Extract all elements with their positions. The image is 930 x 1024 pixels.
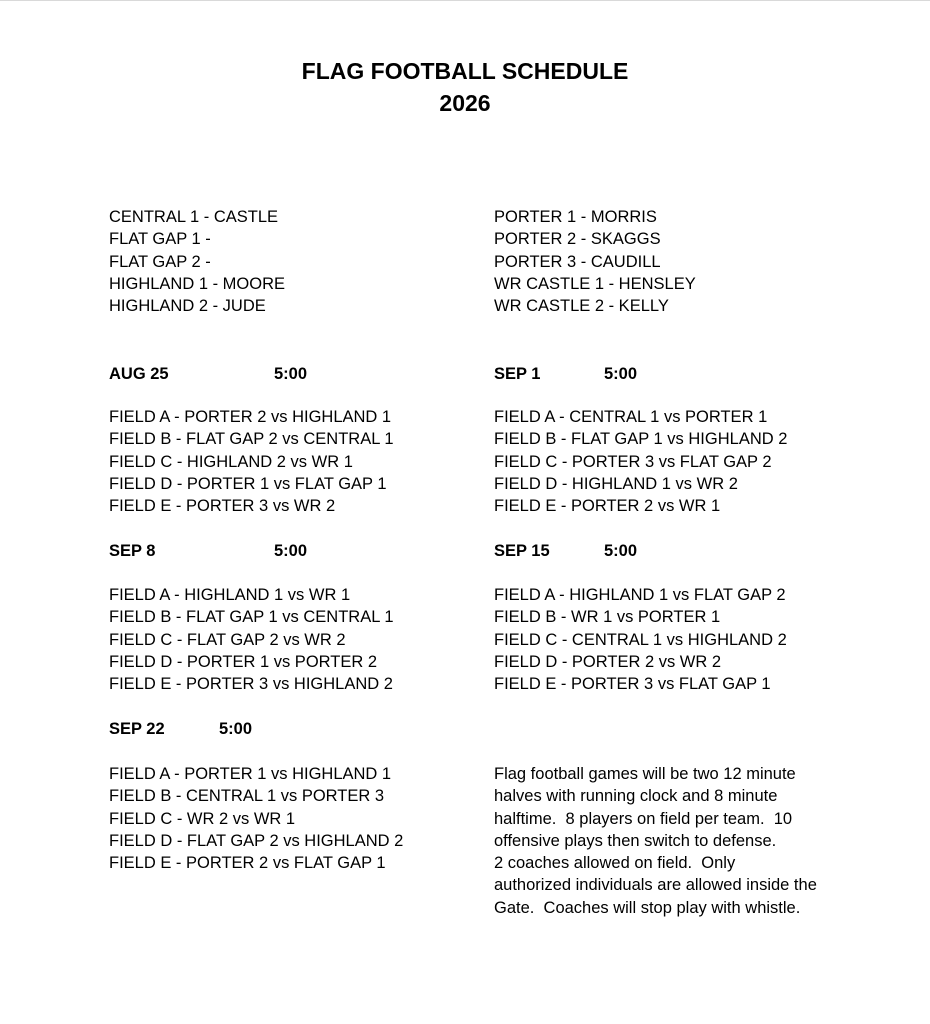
- game-entry: FIELD E - PORTER 2 vs FLAT GAP 1: [109, 854, 386, 873]
- game-entry: FIELD E - PORTER 3 vs FLAT GAP 1: [494, 675, 771, 694]
- team-entry: PORTER 2 - SKAGGS: [494, 230, 661, 249]
- week-time: 5:00: [604, 542, 638, 560]
- rules-line: offensive plays then switch to defense.: [494, 831, 777, 850]
- team-list-right: [494, 206, 696, 317]
- week-games-sep-8: [109, 584, 394, 695]
- team-entry: HIGHLAND 1 - MOORE: [109, 274, 286, 293]
- team-entry: FLAT GAP 2 -: [109, 252, 211, 271]
- game-entry: FIELD C - PORTER 3 vs FLAT GAP 2: [494, 452, 772, 471]
- rules-line: authorized individuals are allowed inside the: [494, 876, 817, 895]
- game-entry: FIELD D - FLAT GAP 2 vs HIGHLAND 2: [109, 831, 404, 850]
- game-entry: FIELD A - CENTRAL 1 vs PORTER 1: [494, 408, 768, 426]
- week-time: 5:00: [274, 365, 308, 383]
- rules-line: 2 coaches allowed on field. Only: [494, 854, 736, 873]
- game-entry: FIELD E - PORTER 3 vs WR 2: [109, 497, 336, 516]
- game-entry: FIELD C - FLAT GAP 2 vs WR 2: [109, 630, 346, 649]
- game-entry: FIELD A - PORTER 2 vs HIGHLAND 1: [109, 408, 392, 426]
- game-entry: FIELD D - PORTER 1 vs FLAT GAP 1: [109, 474, 387, 493]
- game-entry: FIELD E - PORTER 3 vs HIGHLAND 2: [109, 675, 393, 694]
- game-entry: FIELD E - PORTER 2 vs WR 1: [494, 497, 721, 516]
- week-time: 5:00: [604, 365, 638, 383]
- rules-line: Gate. Coaches will stop play with whistle.: [494, 898, 801, 917]
- team-entry: HIGHLAND 2 - JUDE: [109, 297, 266, 316]
- week-games-aug-25: [109, 406, 394, 517]
- game-entry: FIELD D - PORTER 2 vs WR 2: [494, 652, 722, 671]
- week-date-sep-22: SEP 22: [109, 720, 165, 738]
- week-games-sep-15: [494, 584, 787, 695]
- page-top-border: [0, 0, 930, 1]
- game-entry: FIELD B - WR 1 vs PORTER 1: [494, 608, 721, 627]
- week-time: 5:00: [219, 720, 253, 738]
- rules-line: halves with running clock and 8 minute: [494, 787, 778, 806]
- team-entry: WR CASTLE 2 - KELLY: [494, 297, 669, 316]
- document-title: FLAG FOOTBALL SCHEDULE: [301, 58, 629, 84]
- week-date-sep-8: SEP 8: [109, 542, 156, 560]
- week-time: 5:00: [274, 542, 308, 560]
- game-entry: FIELD C - WR 2 vs WR 1: [109, 809, 296, 828]
- week-date-aug-25: AUG 25: [109, 365, 169, 383]
- game-entry: FIELD A - HIGHLAND 1 vs WR 1: [109, 586, 351, 604]
- game-entry: FIELD B - FLAT GAP 1 vs CENTRAL 1: [109, 608, 394, 627]
- team-entry: CENTRAL 1 - CASTLE: [109, 208, 279, 226]
- game-entry: FIELD D - PORTER 1 vs PORTER 2: [109, 652, 378, 671]
- team-entry: PORTER 1 - MORRIS: [494, 208, 657, 226]
- team-entry: WR CASTLE 1 - HENSLEY: [494, 274, 696, 293]
- week-date-sep-15: SEP 15: [494, 542, 550, 560]
- rules-line: Flag football games will be two 12 minute: [494, 765, 796, 783]
- team-entry: FLAT GAP 1 -: [109, 230, 211, 249]
- week-date-sep-1: SEP 1: [494, 365, 541, 383]
- game-entry: FIELD D - HIGHLAND 1 vs WR 2: [494, 474, 738, 493]
- team-list-left: [109, 206, 285, 317]
- rules-line: halftime. 8 players on field per team. 10: [494, 809, 793, 828]
- game-entry: FIELD B - FLAT GAP 1 vs HIGHLAND 2: [494, 430, 788, 449]
- week-games-sep-1: [494, 406, 787, 517]
- game-entry: FIELD C - HIGHLAND 2 vs WR 1: [109, 452, 353, 471]
- game-entry: FIELD A - HIGHLAND 1 vs FLAT GAP 2: [494, 586, 786, 604]
- document-year: 2026: [439, 90, 491, 116]
- game-entry: FIELD B - CENTRAL 1 vs PORTER 3: [109, 787, 385, 806]
- game-entry: FIELD A - PORTER 1 vs HIGHLAND 1: [109, 765, 392, 783]
- game-entry: FIELD C - CENTRAL 1 vs HIGHLAND 2: [494, 630, 787, 649]
- team-entry: PORTER 3 - CAUDILL: [494, 252, 661, 271]
- rules-notes: [494, 763, 844, 919]
- game-entry: FIELD B - FLAT GAP 2 vs CENTRAL 1: [109, 430, 394, 449]
- week-games-sep-22: [109, 763, 403, 874]
